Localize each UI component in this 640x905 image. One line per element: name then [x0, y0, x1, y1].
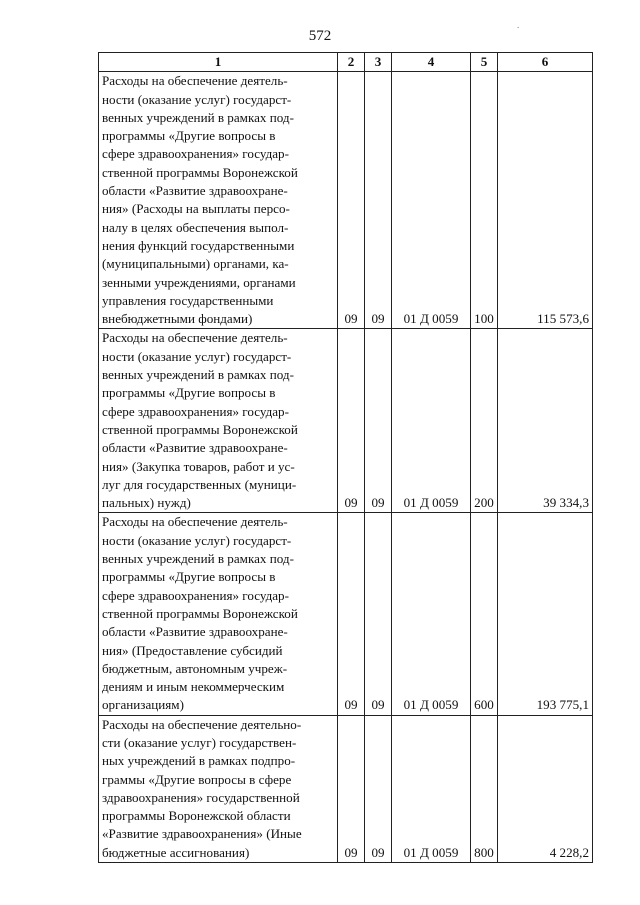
description-line: области «Развитие здравоохране-: [102, 183, 288, 199]
description-line: ных учреждений в рамках подпро-: [102, 753, 296, 769]
description-line: бюджетным, автономным учреж-: [102, 660, 288, 676]
description-line: ственной программы Воронежской: [102, 605, 298, 621]
target-article-code: 01 Д 0059: [392, 715, 471, 862]
header-col-5: 5: [471, 53, 498, 72]
subsection-code: 09: [365, 329, 392, 513]
description-line: организациям): [102, 697, 184, 713]
header-row: [99, 53, 593, 72]
description-line: сфере здравоохранения» государ-: [102, 146, 289, 162]
description-line: ния» (Закупка товаров, работ и ус-: [102, 458, 295, 474]
expense-type-code: 200: [471, 329, 498, 513]
description-line: программы «Другие вопросы в: [102, 128, 276, 144]
description-line: «Развитие здравоохранения» (Иные: [102, 826, 302, 842]
target-article-code: 01 Д 0059: [392, 513, 471, 715]
section-code: 09: [338, 513, 365, 715]
table-row: [99, 72, 593, 329]
description-line: налу в целях обеспечения выпол-: [102, 219, 289, 235]
description-line: сфере здравоохранения» государ-: [102, 587, 289, 603]
description-line: ственной программы Воронежской: [102, 164, 298, 180]
section-code: 09: [338, 72, 365, 329]
description-line: здравоохранения» государственной: [102, 789, 300, 805]
header-col-3: 3: [365, 53, 392, 72]
amount: 193 775,1: [498, 513, 593, 715]
description-line: ния» (Расходы на выплаты персо-: [102, 201, 290, 217]
description-line: ности (оказание услуг) государст-: [102, 532, 292, 548]
section-code: 09: [338, 329, 365, 513]
description-line: луг для государственных (муници-: [102, 476, 297, 492]
description-line: зенными учреждениями, органами: [102, 274, 296, 290]
target-article-code: 01 Д 0059: [392, 329, 471, 513]
description-line: (муниципальными) органами, ка-: [102, 256, 289, 272]
table-row: [99, 715, 593, 862]
description-line: граммы «Другие вопросы в сфере: [102, 771, 292, 787]
row-description: [99, 513, 338, 715]
description-line: венных учреждений в рамках под-: [102, 109, 294, 125]
description-line: области «Развитие здравоохране-: [102, 624, 288, 640]
header-col-6: 6: [498, 53, 593, 72]
amount: 39 334,3: [498, 329, 593, 513]
header-col-4: 4: [392, 53, 471, 72]
description-line: венных учреждений в рамках под-: [102, 551, 294, 567]
table-row: [99, 329, 593, 513]
description-line: области «Развитие здравоохране-: [102, 440, 288, 456]
description-line: управления государственными: [102, 292, 274, 308]
budget-table: [98, 52, 593, 863]
page-number: 572: [308, 28, 332, 44]
description-line: Расходы на обеспечение деятель-: [102, 330, 288, 346]
row-description: [99, 715, 338, 862]
description-line: Расходы на обеспечение деятельно-: [102, 716, 302, 732]
description-line: Расходы на обеспечение деятель-: [102, 73, 288, 89]
table-row: [99, 513, 593, 715]
expense-type-code: 800: [471, 715, 498, 862]
description-line: ности (оказание услуг) государст-: [102, 348, 292, 364]
description-line: ния» (Предоставление субсидий: [102, 642, 283, 658]
description-line: сфере здравоохранения» государ-: [102, 403, 289, 419]
description-line: пальных) нужд): [102, 495, 191, 511]
subsection-code: 09: [365, 715, 392, 862]
row-description: [99, 72, 338, 329]
description-line: программы «Другие вопросы в: [102, 385, 276, 401]
description-line: бюджетные ассигнования): [102, 844, 250, 860]
header-col-2: 2: [338, 53, 365, 72]
amount: 4 228,2: [498, 715, 593, 862]
description-line: нения функций государственными: [102, 237, 295, 253]
description-line: дениям и иным некоммерческим: [102, 679, 285, 695]
description-line: венных учреждений в рамках под-: [102, 367, 294, 383]
expense-type-code: 100: [471, 72, 498, 329]
description-line: внебюджетными фондами): [102, 311, 253, 327]
row-description: [99, 329, 338, 513]
scan-speck: .: [517, 20, 520, 30]
description-line: программы «Другие вопросы в: [102, 569, 276, 585]
section-code: 09: [338, 715, 365, 862]
target-article-code: 01 Д 0059: [392, 72, 471, 329]
expense-type-code: 600: [471, 513, 498, 715]
description-line: сти (оказание услуг) государствен-: [102, 734, 297, 750]
description-line: ности (оказание услуг) государст-: [102, 91, 292, 107]
description-line: Расходы на обеспечение деятель-: [102, 514, 288, 530]
description-line: программы Воронежской области: [102, 808, 291, 824]
subsection-code: 09: [365, 72, 392, 329]
amount: 115 573,6: [498, 72, 593, 329]
description-line: ственной программы Воронежской: [102, 421, 298, 437]
subsection-code: 09: [365, 513, 392, 715]
header-col-1: 1: [99, 53, 338, 72]
